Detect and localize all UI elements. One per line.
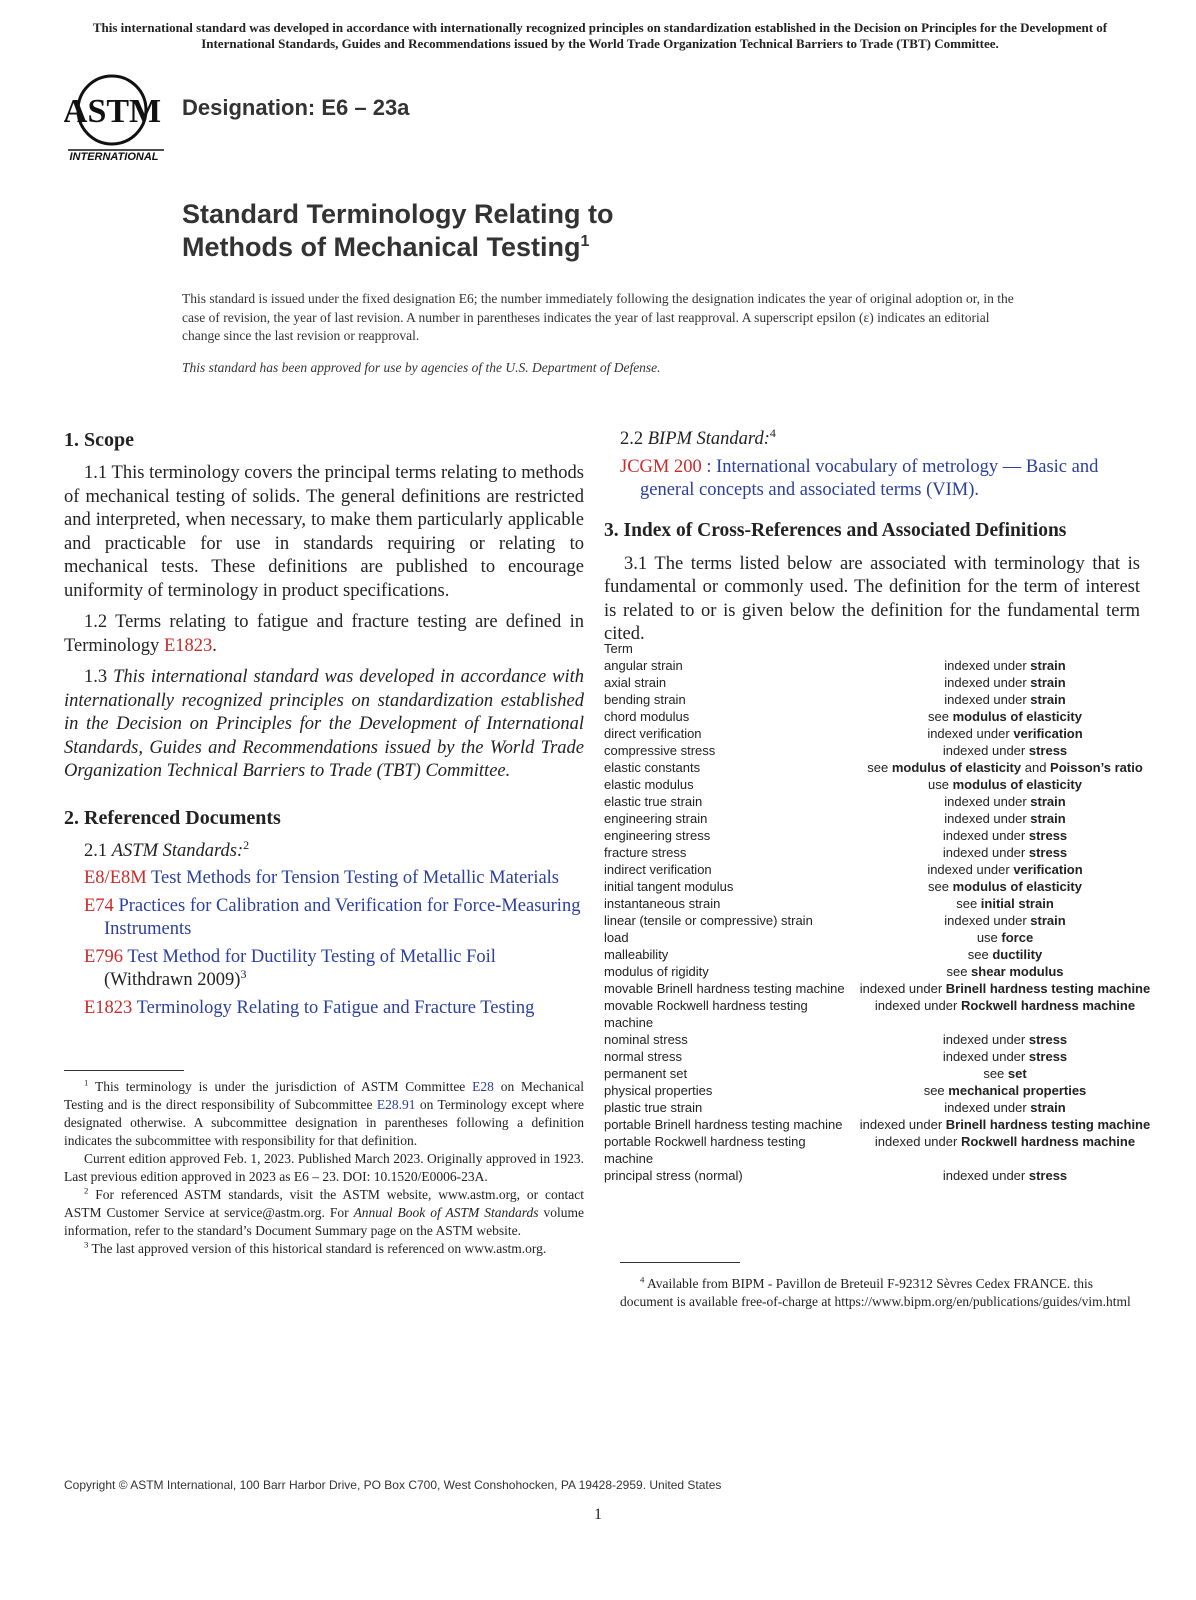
index-term: movable Rockwell hardness testing machine [604,998,808,1030]
scope-heading: 1. Scope [64,429,134,451]
index-term: instantaneous strain [604,896,721,911]
index-reference: indexed under stress [942,1032,1068,1047]
index-term: plastic true strain [604,1100,703,1115]
index-reference: indexed under Brinell hardness testing machine [859,1117,1151,1132]
index-reference: see modulus of elasticity [928,709,1082,724]
bipm-subheading: 2.2 BIPM Standard:$^4$ [620,425,776,449]
index-term: modulus of rigidity [604,964,709,979]
index-term: elastic modulus [604,777,694,792]
index-table [604,640,1160,1184]
index-term: linear (tensile or compressive) strain [604,913,813,928]
title-line-1: Standard Terminology Relating to [182,199,614,229]
index-term: angular strain [604,658,683,673]
index-row [604,878,1160,895]
index-reference: indexed under strain [944,692,1066,707]
index-reference: indexed under stress [942,828,1068,843]
index-reference: indexed under strain [944,675,1066,690]
top-notice: This international standard was developed in accordance with internationally recognized principles on standardization established in the Decision on Principles for the Development of International Standards, Guides and Recommendations issued by the World Trade Organization Technical Barriers to Trade (TBT) Committee. [92,20,1108,51]
index-reference: indexed under verification [927,862,1083,877]
refdocs-heading: 2. Referenced Documents [64,806,281,829]
designation: Designation: E6 – 23a [182,95,410,120]
index-row [604,861,1160,878]
index-reference: indexed under stress [942,845,1068,860]
index-reference: see mechanical properties [923,1083,1087,1098]
index-row [604,674,1160,691]
index-reference: see set [983,1066,1027,1081]
index-term: elastic constants [604,760,701,775]
intro-dod-note: This standard has been approved for use by agencies of the U.S. Department of Defense. [182,360,661,375]
right-column [604,425,1140,655]
index-reference: indexed under verification [927,726,1083,741]
copyright: Copyright © ASTM International, 100 Barr Harbor Drive, PO Box C700, West Conshohocken, PA 19428-2959. United States [64,1478,722,1492]
ref-item-jcgm200[interactable]: JCGM 200 : International vocabulary of metrology — Basic and general concepts and associated terms (VIM). [620,456,1099,500]
logo-subtext: INTERNATIONAL [69,151,159,163]
footnote-4: $^4$ Available from BIPM - Pavillon de Breteuil F-92312 Sèvres Cedex FRANCE. this document is available free-of-charge at https://www.bipm.org/en/publications/guides/vim.html [620,1274,1131,1309]
index-reference: indexed under strain [944,794,1066,809]
scope-para-2: 1.2 Terms relating to fatigue and fracture testing are defined in Terminology E1823. [64,612,584,656]
index-reference: see ductility [967,947,1043,962]
logo-text: ASTM [64,93,162,130]
index-row [604,980,1160,997]
page-number: 1 [594,1506,602,1523]
index-term: principal stress (normal) [604,1168,743,1183]
index-row [604,793,1160,810]
footnote-1: $^1$ This terminology is under the jurisdiction of ASTM Committee E28 on Mechanical Testing and is the direct responsibility of Subcommittee E28.91 on Terminology except where designated otherwise. A subcommittee designation in parentheses following a definition indicates the subcommittee with responsibility for that definition. [64,1077,584,1148]
index-term: movable Brinell hardness testing machine [604,981,845,996]
title-footnote-ref: 1 [580,233,590,250]
index-reference: use modulus of elasticity [928,777,1082,792]
index-term: bending strain [604,692,686,707]
ref-item-e8[interactable]: E8/E8M Test Methods for Tension Testing of Metallic Materials [84,868,560,888]
index-row [604,895,1160,912]
index-term: portable Rockwell hardness testing machine [604,1134,806,1166]
index-row [604,1082,1160,1099]
index-reference: indexed under Brinell hardness testing machine [859,981,1151,996]
index-header-row: Term [604,641,633,656]
index-term: engineering strain [604,811,708,826]
index-row [604,997,1160,1031]
index-term: elastic true strain [604,794,703,809]
index-term: normal stress [604,1049,683,1064]
index-reference: see shear modulus [946,964,1064,979]
index-row [604,810,1160,827]
index-row [604,844,1160,861]
index-row [604,827,1160,844]
e1823-link[interactable]: E1823 [163,635,213,656]
index-term: compressive stress [604,743,716,758]
index-reference: indexed under stress [942,1049,1068,1064]
footnote-2: $^2$ For referenced ASTM standards, visit the ASTM website, www.astm.org, or contact ASTM Customer Service at service@astm.org. For Annual Book of ASTM Standards volume information, refer to the standard’s Document Summary page on the ASTM website. [64,1185,585,1238]
index-term: initial tangent modulus [604,879,734,894]
footnote-1b: Current edition approved Feb. 1, 2023. Published March 2023. Originally approved in 1923. Last previous edition approved in 2023 as E6 – 23. DOI: 10.1520/E0006-23A. [64,1151,584,1184]
footnote-3: $^3$ The last approved version of this historical standard is referenced on www.astm.org. [84,1239,547,1256]
ref-item-e74[interactable]: E74 Practices for Calibration and Verification for Force-Measuring Instruments [84,895,581,939]
ref-item-e796[interactable]: E796 Test Method for Ductility Testing of Metallic Foil (Withdrawn 2009)$^3$ [84,946,496,990]
e28-link[interactable]: E28 [472,1079,494,1094]
astm-standards-subheading: 2.1 ASTM Standards:$^2$ [84,837,250,861]
index-term: fracture stress [604,845,687,860]
footnotes-left [64,1078,584,1258]
index-row [604,1099,1160,1116]
index-row [604,759,1160,776]
astm-logo [64,70,168,166]
index-row [604,1048,1160,1065]
index-term: chord modulus [604,709,690,724]
index-term: physical properties [604,1083,713,1098]
footnote-divider-right [620,1262,740,1263]
index-term: load [604,930,629,945]
index-reference: see initial strain [956,896,1054,911]
index-term: engineering stress [604,828,711,843]
index-reference: indexed under strain [944,658,1066,673]
index-reference: indexed under strain [944,1100,1066,1115]
index-term: malleability [604,947,669,962]
footnote-divider-left [64,1070,184,1071]
index-reference: see modulus of elasticity and Poisson’s ratio [867,760,1143,775]
index-reference: indexed under stress [942,743,1068,758]
index-row [604,1116,1160,1133]
index-reference: indexed under stress [942,1168,1068,1183]
index-row [604,708,1160,725]
index-row [604,742,1160,759]
index-reference: indexed under Rockwell hardness machine [874,1134,1136,1149]
index-term: portable Brinell hardness testing machine [604,1117,843,1132]
index-heading: 3. Index of Cross-References and Associated Definitions [604,519,1067,541]
document-title [182,198,614,264]
index-row [604,946,1160,963]
index-row [604,691,1160,708]
index-reference: indexed under Rockwell hardness machine [874,998,1136,1013]
index-term: indirect verification [604,862,712,877]
index-row [604,1133,1160,1167]
index-row [604,963,1160,980]
index-row [604,1031,1160,1048]
index-row [604,657,1160,674]
index-term: direct verification [604,726,702,741]
index-row [604,725,1160,742]
left-column [64,428,584,1024]
scope-para-1: 1.1 This terminology covers the principal terms relating to methods of mechanical testing of solids. The general definitions are restricted and interpreted, when necessary, to make them particularly applicable and practicable for use in standards requiring or relating to mechanical tests. These definitions are published to encourage uniformity of terminology in product specifications. [64,463,584,601]
index-term: permanent set [604,1066,688,1081]
index-reference: indexed under strain [944,811,1066,826]
index-term: nominal stress [604,1032,688,1047]
intro-text: This standard is issued under the fixed designation E6; the number immediately following the designation indicates the year of original adoption or, in the case of revision, the year of last revision. A number in parentheses indicates the year of last reapproval. A superscript epsilon (ε) indicates an editorial change since the last revision or reapproval. [182,291,1014,343]
index-reference: indexed under strain [944,913,1066,928]
index-para: 3.1 The terms listed below are associated with terminology that is fundamental or commonly used. The definition for the term of interest is related to or is given below the definition for the fundamental term cited. [604,553,1140,644]
title-line-2: Methods of Mechanical Testing$^1$ [182,232,590,262]
index-row [604,1065,1160,1082]
index-row [604,776,1160,793]
ref-item-e1823[interactable]: E1823 Terminology Relating to Fatigue and Fracture Testing [84,997,535,1018]
index-row [604,912,1160,929]
index-row [604,1167,1160,1184]
index-term: axial strain [604,675,667,690]
e28-91-link[interactable]: E28.91 [376,1097,416,1112]
index-rows [604,657,1160,1184]
scope-para-3: 1.3 This international standard was developed in accordance with internationally recognized principles on standardization established in the Decision on Principles for the Development of International Standards, Guides and Recommendations issued by the World Trade Organization Technical Barriers to Trade (TBT) Committee. [64,667,585,781]
index-reference: use force [976,930,1034,945]
index-row [604,929,1160,946]
index-reference: see modulus of elasticity [928,879,1082,894]
